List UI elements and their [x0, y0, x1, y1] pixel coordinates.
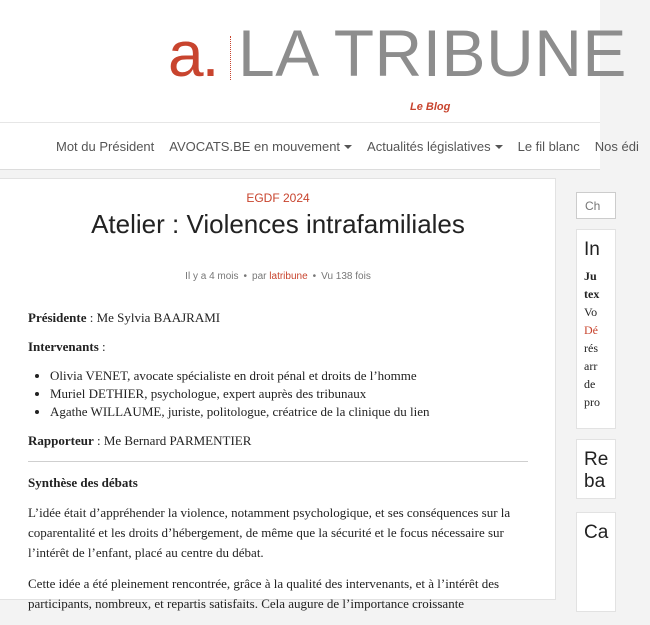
- sidebar-text: Ju: [584, 269, 597, 283]
- caret-down-icon: [344, 145, 352, 149]
- nav-item-avocats-be[interactable]: AVOCATS.BE en mouvement: [169, 139, 352, 154]
- logo-mark[interactable]: a.: [168, 18, 218, 90]
- synthese-heading: Synthèse des débats: [28, 475, 138, 490]
- view-count: Vu 138 fois: [321, 271, 371, 282]
- sidebar-card-2: [576, 439, 616, 499]
- site-title[interactable]: LA TRIBUNE: [238, 16, 627, 90]
- site-subtitle: Le Blog: [410, 101, 451, 113]
- presidente-line: [28, 309, 528, 327]
- sidebar-text: Vo: [584, 305, 598, 319]
- author-prefix: par: [252, 271, 267, 282]
- rapporteur-line: [28, 432, 528, 450]
- intervenants-line: Intervenants :: [28, 339, 106, 354]
- search-input[interactable]: Ch: [576, 192, 616, 219]
- list-item: • Agathe WILLAUME, juriste, politologue, créatrice de la clinique du lien: [50, 403, 528, 421]
- author-link[interactable]: latribune: [269, 271, 308, 282]
- sidebar-link[interactable]: Dé: [584, 323, 598, 337]
- sidebar-card-3: [576, 512, 616, 612]
- main-nav: [0, 122, 639, 170]
- sidebar-card-heading: Ca: [584, 522, 609, 543]
- paragraph-2: Cette idée a été pleinement rencontrée, grâce à la qualité des intervenants, et à l’intérêt des participants, nombreux, et repartis satisfaits. Cela augure de l’importance croissante: [28, 576, 500, 611]
- nav-item-nos-editions[interactable]: Nos édi: [594, 139, 639, 154]
- sidebar-text: tex: [584, 287, 600, 301]
- rapporteur-value: : Me Bernard PARMENTIER: [93, 433, 252, 448]
- nav-item-mot-du-president[interactable]: Mot du Président: [56, 139, 155, 154]
- sidebar-text: rés: [584, 341, 598, 355]
- meta-separator: •: [312, 271, 317, 282]
- intervenants-label: Intervenants: [28, 339, 99, 354]
- article-meta: [0, 271, 556, 282]
- article-category-link[interactable]: EGDF 2024: [246, 191, 310, 205]
- sidebar-card-info: [576, 229, 616, 429]
- paragraph-1: L’idée était d’appréhender la violence, notamment psychologique, et ses conséquences sur la coparentalité et les droits d’hébergement, de même que la sécurité et le focus nécessaire sur l’intérêt de l’enfant, placé au centre du débat.: [28, 505, 511, 560]
- list-item: • Muriel DETHIER, psychologue, expert auprès des tribunaux: [50, 385, 528, 403]
- article-card: [0, 178, 556, 611]
- article-title: Atelier : Violences intrafamiliales: [91, 209, 465, 239]
- site-header: [0, 0, 627, 122]
- sidebar-text: arr: [584, 359, 598, 373]
- section-divider: [28, 461, 528, 462]
- rapporteur-label: Rapporteur: [28, 433, 94, 448]
- sidebar-text: pro: [584, 395, 600, 409]
- nav-item-actualites-legislatives[interactable]: Actualités législatives: [367, 139, 503, 154]
- caret-down-icon: [495, 145, 503, 149]
- sidebar-card-heading: Re: [584, 449, 609, 470]
- article-date: Il y a 4 mois: [185, 271, 239, 282]
- presidente-label: Présidente: [28, 310, 87, 325]
- meta-separator: •: [243, 271, 248, 282]
- sidebar-text: de: [584, 377, 596, 391]
- sidebar-card-heading: ba: [584, 471, 606, 492]
- logo-divider: [230, 36, 231, 80]
- nav-item-le-fil-blanc[interactable]: Le fil blanc: [517, 139, 580, 154]
- article-body: [28, 309, 528, 625]
- intervenants-list: [50, 367, 528, 421]
- sidebar-card-heading: In: [584, 239, 600, 260]
- list-item: • Olivia VENET, avocate spécialiste en droit pénal et droits de l’homme: [50, 367, 528, 385]
- presidente-value: : Me Sylvia BAAJRAMI: [86, 310, 221, 325]
